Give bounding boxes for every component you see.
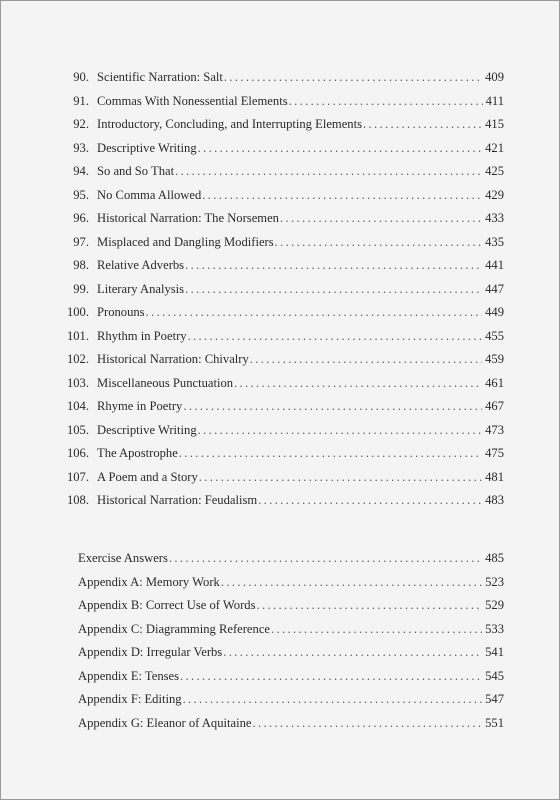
page-number: 547: [485, 692, 504, 706]
toc-backmatter-entry: [78, 713, 504, 733]
page-number: 523: [485, 575, 504, 589]
toc-entry: [55, 326, 504, 346]
page-number: 433: [485, 211, 504, 225]
page-number: 485: [485, 551, 504, 565]
toc-entry: [55, 443, 504, 463]
toc-backmatter-entry: [78, 572, 504, 592]
dot-leader: [221, 572, 482, 592]
dot-leader: [175, 161, 482, 181]
dot-leader: [199, 467, 482, 487]
chapter-number: 108.: [66, 493, 89, 507]
dot-leader: [250, 349, 482, 369]
section-title: Appendix F: Editing: [78, 692, 182, 706]
toc-entry: [55, 161, 504, 181]
toc-entry: [55, 185, 504, 205]
chapter-number: 98.: [73, 258, 89, 272]
chapter-title: Historical Narration: Feudalism: [97, 493, 258, 507]
chapter-title: No Comma Allowed: [97, 188, 202, 202]
dot-leader: [198, 420, 482, 440]
dot-leader: [180, 666, 482, 686]
dot-leader: [252, 713, 482, 733]
chapter-number: 97.: [73, 235, 89, 249]
toc-entry: [55, 91, 504, 111]
page-number: 429: [485, 188, 504, 202]
page-number: 411: [485, 94, 504, 108]
toc-backmatter-entry: [78, 689, 504, 709]
toc-entry: [55, 467, 504, 487]
toc-backmatter-entry: [78, 642, 504, 662]
dot-leader: [183, 689, 483, 709]
toc-entry: [55, 279, 504, 299]
page-number: 421: [485, 141, 504, 155]
dot-leader: [363, 114, 482, 134]
chapter-number: 95.: [73, 188, 89, 202]
section-title: Appendix D: Irregular Verbs: [78, 645, 223, 659]
dot-leader: [275, 232, 482, 252]
page-number: 473: [485, 423, 504, 437]
page-number: 435: [485, 235, 504, 249]
section-title: Appendix G: Eleanor of Aquitaine: [78, 716, 252, 730]
toc-entry: [55, 373, 504, 393]
page-number: 529: [485, 598, 504, 612]
dot-leader: [146, 302, 483, 322]
page-number: 461: [485, 376, 504, 390]
toc-backmatter-entry: [78, 595, 504, 615]
chapter-title: So and So That: [97, 164, 175, 178]
chapter-number: 100.: [66, 305, 89, 319]
dot-leader: [185, 255, 482, 275]
chapter-number: 93.: [73, 141, 89, 155]
dot-leader: [198, 138, 482, 158]
chapter-number: 99.: [73, 282, 89, 296]
chapter-title: Commas With Nonessential Elements: [97, 94, 288, 108]
chapter-number: 90.: [73, 70, 89, 84]
page-number: 483: [485, 493, 504, 507]
page-number: 441: [485, 258, 504, 272]
dot-leader: [234, 373, 482, 393]
dot-leader: [271, 619, 482, 639]
page-number: 425: [485, 164, 504, 178]
dot-leader: [223, 642, 482, 662]
page-number: 415: [485, 117, 504, 131]
chapter-number: 105.: [66, 423, 89, 437]
chapter-title: Pronouns: [97, 305, 145, 319]
chapter-title: Rhyme in Poetry: [97, 399, 183, 413]
dot-leader: [185, 279, 482, 299]
page-number: 447: [485, 282, 504, 296]
toc-entry: [55, 67, 504, 87]
dot-leader: [202, 185, 482, 205]
dot-leader: [280, 208, 482, 228]
section-title: Appendix E: Tenses: [78, 669, 180, 683]
dot-leader: [258, 490, 482, 510]
dot-leader: [224, 67, 482, 87]
dot-leader: [257, 595, 483, 615]
toc-backmatter-entry: [78, 666, 504, 686]
toc-entry: [55, 232, 504, 252]
page-number: 475: [485, 446, 504, 460]
chapter-title: Miscellaneous Punctuation: [97, 376, 234, 390]
page-number: 455: [485, 329, 504, 343]
toc-entry: [55, 208, 504, 228]
toc-entry: [55, 138, 504, 158]
chapter-number: 92.: [73, 117, 89, 131]
page-number: 533: [485, 622, 504, 636]
dot-leader: [188, 326, 483, 346]
chapter-title: Historical Narration: Chivalry: [97, 352, 249, 366]
section-title: Appendix B: Correct Use of Words: [78, 598, 256, 612]
toc-backmatter-entry: [78, 548, 504, 568]
chapter-number: 91.: [73, 94, 89, 108]
toc-backmatter-entry: [78, 619, 504, 639]
page-number: 459: [485, 352, 504, 366]
page-number: 449: [485, 305, 504, 319]
toc-entry: [55, 490, 504, 510]
section-title: Appendix A: Memory Work: [78, 575, 220, 589]
chapter-title: Scientific Narration: Salt: [97, 70, 223, 84]
page-number: 551: [485, 716, 504, 730]
page-number: 409: [485, 70, 504, 84]
section-title: Appendix C: Diagramming Reference: [78, 622, 270, 636]
chapter-number: 94.: [73, 164, 89, 178]
chapter-number: 102.: [66, 352, 89, 366]
chapter-title: Relative Adverbs: [97, 258, 185, 272]
chapter-number: 96.: [73, 211, 89, 225]
chapter-title: Descriptive Writing: [97, 423, 197, 437]
dot-leader: [169, 548, 482, 568]
page-number: 541: [485, 645, 504, 659]
toc-entry: [55, 255, 504, 275]
chapter-number: 104.: [66, 399, 89, 413]
toc-entry: [55, 114, 504, 134]
page-number: 481: [485, 470, 504, 484]
toc-entry: [55, 420, 504, 440]
chapter-number: 101.: [66, 329, 89, 343]
dot-leader: [183, 396, 482, 416]
chapter-title: Descriptive Writing: [97, 141, 197, 155]
section-title: Exercise Answers: [78, 551, 168, 565]
chapter-number: 107.: [66, 470, 89, 484]
chapter-title: Historical Narration: The Norsemen: [97, 211, 279, 225]
dot-leader: [179, 443, 482, 463]
toc-entry: [55, 349, 504, 369]
chapter-number: 103.: [66, 376, 89, 390]
chapter-title: Literary Analysis: [97, 282, 185, 296]
toc-entry: [55, 302, 504, 322]
chapter-title: Misplaced and Dangling Modifiers: [97, 235, 274, 249]
page-number: 467: [485, 399, 504, 413]
chapter-title: The Apostrophe: [97, 446, 178, 460]
chapter-number: 106.: [66, 446, 89, 460]
chapter-title: Rhythm in Poetry: [97, 329, 187, 343]
dot-leader: [289, 91, 483, 111]
chapter-title: Introductory, Concluding, and Interrupting Elements: [97, 117, 362, 131]
page-number: 545: [485, 669, 504, 683]
toc-entry: [55, 396, 504, 416]
chapter-title: A Poem and a Story: [97, 470, 198, 484]
